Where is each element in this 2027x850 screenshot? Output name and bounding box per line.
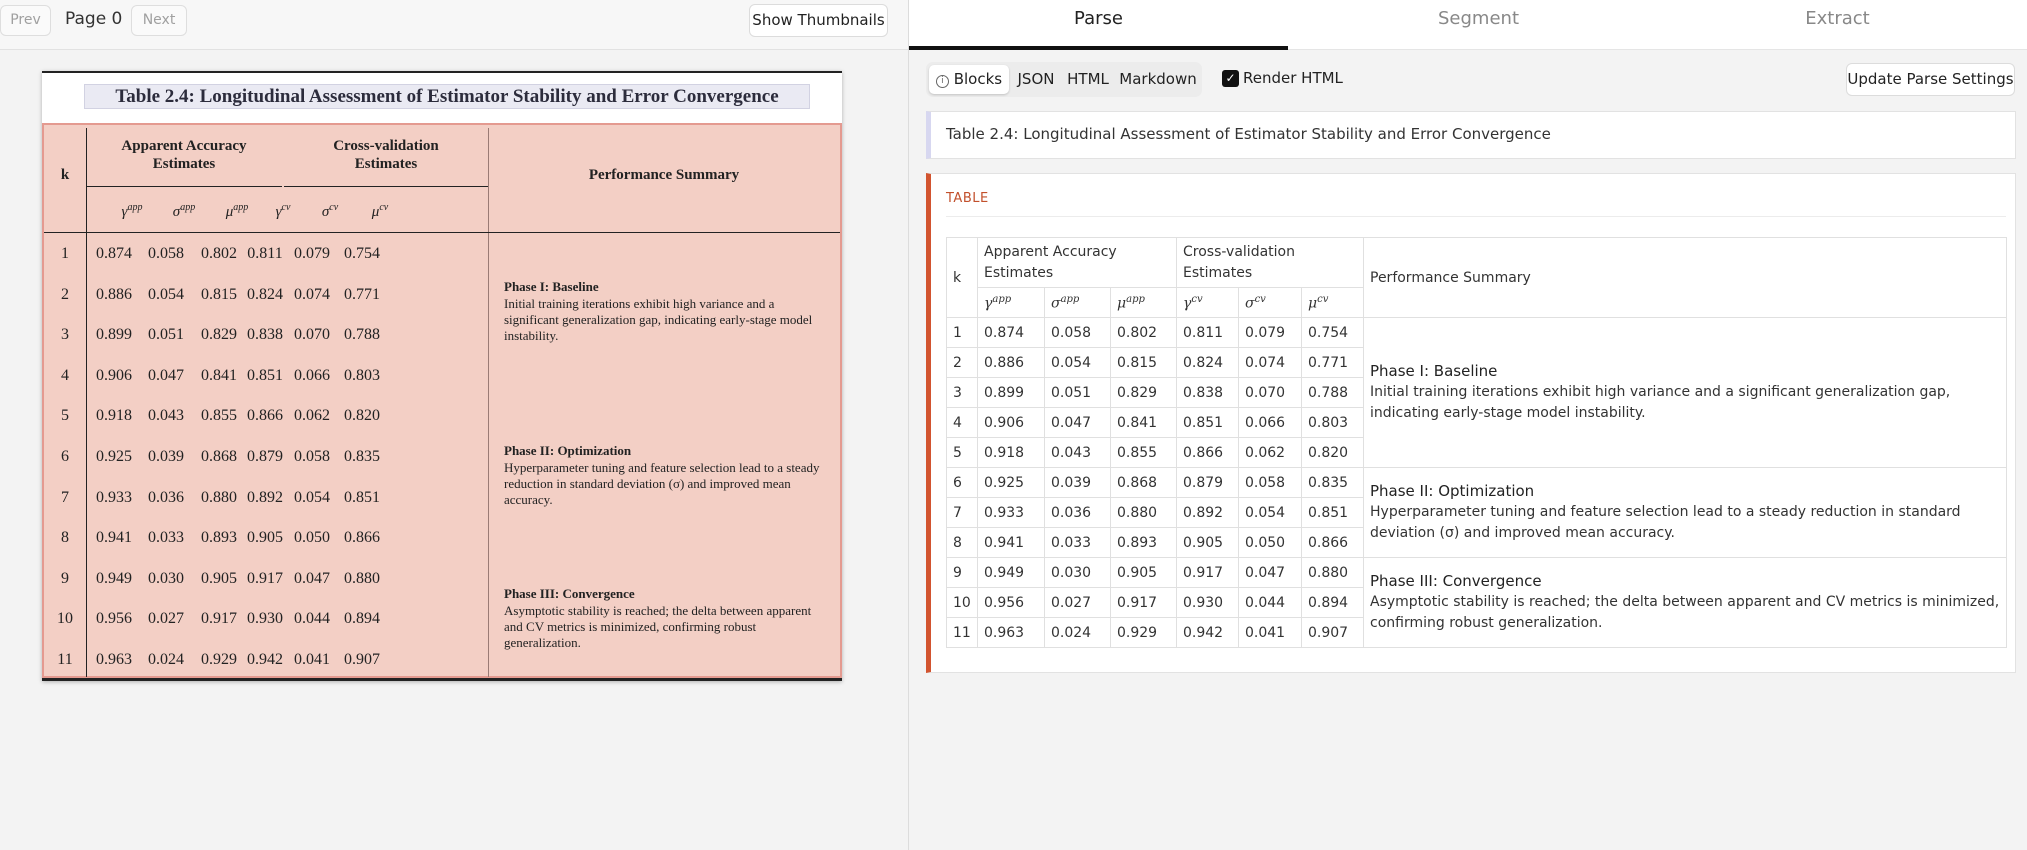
doc-cell: 0.033 xyxy=(148,529,184,547)
doc-cell: 0.030 xyxy=(148,569,184,587)
table-cell: 0.855 xyxy=(1111,438,1177,468)
doc-row-index: 11 xyxy=(57,651,73,668)
doc-cell: 0.929 xyxy=(201,651,237,668)
table-cell: 0.866 xyxy=(1177,438,1239,468)
table-cell: 0.880 xyxy=(1302,558,1364,588)
doc-cell: 0.044 xyxy=(294,610,330,628)
phase-body: Asymptotic stability is reached; the delta between apparent and CV metrics is minimized, confirming robust generalization. xyxy=(1370,594,2000,631)
table-cell: 0.899 xyxy=(978,378,1045,408)
doc-phase-body: Hyperparameter tuning and feature selection lead to a steady reduction in standard deviation (σ) and improved mean accuracy. xyxy=(504,460,820,507)
table-cell: 0.963 xyxy=(978,618,1045,648)
render-html-label[interactable]: Render HTML xyxy=(1243,69,1343,87)
table-cell: 0.066 xyxy=(1239,408,1302,438)
table-cell: 0.866 xyxy=(1302,528,1364,558)
phase-title: Phase II: Optimization xyxy=(1370,482,1535,500)
table-cell: 0.802 xyxy=(1111,318,1177,348)
table-cell: 0.906 xyxy=(978,408,1045,438)
table-block[interactable] xyxy=(926,173,2016,673)
doc-row-index: 10 xyxy=(57,610,73,628)
cell-group-cv: Cross-validation Estimates xyxy=(1177,238,1364,288)
table-cell: 0.907 xyxy=(1302,618,1364,648)
doc-cell: 0.851 xyxy=(344,488,380,506)
table-cell: 8 xyxy=(947,528,978,558)
doc-cell: 0.058 xyxy=(148,245,184,262)
table-cell: 0.824 xyxy=(1177,348,1239,378)
doc-row-index: 1 xyxy=(61,245,69,262)
table-cell: 0.041 xyxy=(1239,618,1302,648)
table-cell: 10 xyxy=(947,588,978,618)
doc-cell: 0.841 xyxy=(201,366,237,384)
doc-cell: 0.851 xyxy=(247,366,283,384)
doc-row-index: 8 xyxy=(61,529,69,547)
table-cell: 0.874 xyxy=(978,318,1045,348)
phase-title: Phase III: Convergence xyxy=(1370,572,1542,590)
doc-row-index: 4 xyxy=(61,366,69,384)
tab-segment[interactable]: Segment xyxy=(1438,8,1519,29)
render-html-checkbox[interactable]: ✓ xyxy=(1222,70,1239,87)
phase-body: Hyperparameter tuning and feature selection lead to a steady reduction in standard deviation (σ) and improved mean accuracy. xyxy=(1370,504,1961,541)
table-cell: 3 xyxy=(947,378,978,408)
doc-cell: 0.074 xyxy=(294,285,330,303)
table-cell: 0.811 xyxy=(1177,318,1239,348)
doc-cell: 0.058 xyxy=(294,448,330,465)
view-json-button[interactable]: JSON xyxy=(1017,70,1055,88)
table-cell: 0.815 xyxy=(1111,348,1177,378)
table-cell: 0.905 xyxy=(1177,528,1239,558)
view-blocks-button[interactable] xyxy=(929,65,1009,94)
table-cell: 0.754 xyxy=(1302,318,1364,348)
table-cell: 0.058 xyxy=(1045,318,1111,348)
doc-cell: 0.062 xyxy=(294,407,330,425)
parse-panel xyxy=(909,0,2027,850)
doc-cell: 0.838 xyxy=(247,326,283,344)
doc-symbol: $\gamma^{app}$ xyxy=(121,202,143,220)
doc-cell: 0.906 xyxy=(96,366,132,384)
doc-cell: 0.811 xyxy=(247,245,283,262)
table-cell: 0.062 xyxy=(1239,438,1302,468)
table-cell: 0.917 xyxy=(1111,588,1177,618)
doc-cell: 0.899 xyxy=(96,326,132,344)
doc-table[interactable] xyxy=(42,123,842,678)
doc-cell: 0.829 xyxy=(201,326,237,344)
doc-cell: 0.803 xyxy=(344,366,380,384)
doc-cell: 0.918 xyxy=(96,407,132,425)
table-cell: 0.024 xyxy=(1045,618,1111,648)
cell-phase-summary xyxy=(1364,318,2007,468)
doc-row-index: 5 xyxy=(61,407,69,425)
doc-cell: 0.802 xyxy=(201,245,237,262)
doc-group-cv: Cross-validation Estimates xyxy=(333,138,439,172)
table-cell: 0.894 xyxy=(1302,588,1364,618)
cell-symbol: $\sigma^{app}$ xyxy=(1045,288,1111,318)
info-icon: i xyxy=(936,75,949,88)
cell-symbol: $\sigma^{cv}$ xyxy=(1239,288,1302,318)
doc-cell: 0.917 xyxy=(247,569,283,587)
doc-cell: 0.047 xyxy=(148,366,184,384)
doc-cell: 0.824 xyxy=(247,285,283,303)
doc-cell: 0.893 xyxy=(201,529,237,547)
table-cell: 0.835 xyxy=(1302,468,1364,498)
table-cell: 0.841 xyxy=(1111,408,1177,438)
doc-title-highlight[interactable] xyxy=(84,84,810,109)
doc-cell: 0.054 xyxy=(148,285,184,303)
doc-symbol: $\gamma^{cv}$ xyxy=(275,202,291,220)
table-cell: 0.941 xyxy=(978,528,1045,558)
doc-cell: 0.894 xyxy=(344,610,380,628)
view-html-button[interactable]: HTML xyxy=(1067,70,1109,88)
table-cell: 0.050 xyxy=(1239,528,1302,558)
table-cell: 0.771 xyxy=(1302,348,1364,378)
title-block[interactable] xyxy=(926,111,2016,159)
table-cell: 0.070 xyxy=(1239,378,1302,408)
view-toggle xyxy=(926,62,1202,97)
doc-row-index: 3 xyxy=(61,326,69,344)
doc-symbol: $\sigma^{app}$ xyxy=(172,202,196,220)
doc-cell: 0.815 xyxy=(201,285,237,303)
table-cell: 9 xyxy=(947,558,978,588)
doc-symbol: $\mu^{app}$ xyxy=(225,202,249,220)
doc-phase-title: Phase II: Optimization xyxy=(504,443,632,458)
doc-cell: 0.043 xyxy=(148,407,184,425)
table-cell: 0.880 xyxy=(1111,498,1177,528)
doc-row-index: 9 xyxy=(61,569,69,587)
tab-extract[interactable]: Extract xyxy=(1805,8,1870,29)
cell-k-header: k xyxy=(947,238,978,318)
doc-row-index: 2 xyxy=(61,285,69,303)
table-cell: 0.879 xyxy=(1177,468,1239,498)
table-cell: 0.033 xyxy=(1045,528,1111,558)
doc-symbol: $\mu^{cv}$ xyxy=(371,202,389,220)
doc-cell: 0.917 xyxy=(201,610,237,628)
cell-symbol: $\mu^{cv}$ xyxy=(1302,288,1364,318)
doc-row-index: 7 xyxy=(61,488,69,506)
doc-phase-title: Phase I: Baseline xyxy=(504,279,599,294)
doc-table-title: Table 2.4: Longitudinal Assessment of Estimator Stability and Error Convergence xyxy=(115,86,779,107)
document-viewer xyxy=(0,0,908,850)
doc-cell: 0.788 xyxy=(344,326,380,344)
doc-col-k: k xyxy=(60,167,70,183)
doc-cell: 0.866 xyxy=(344,529,380,547)
table-cell: 0.905 xyxy=(1111,558,1177,588)
doc-cell: 0.892 xyxy=(247,488,283,506)
doc-cell: 0.941 xyxy=(96,529,132,547)
table-cell: 0.851 xyxy=(1177,408,1239,438)
table-cell: 0.054 xyxy=(1045,348,1111,378)
table-cell: 0.047 xyxy=(1045,408,1111,438)
doc-cell: 0.905 xyxy=(201,569,237,587)
table-cell: 0.047 xyxy=(1239,558,1302,588)
doc-cell: 0.820 xyxy=(344,407,380,425)
table-cell: 1 xyxy=(947,318,978,348)
table-cell: 0.054 xyxy=(1239,498,1302,528)
doc-cell: 0.036 xyxy=(148,488,184,506)
view-blocks-label: Blocks xyxy=(953,70,1003,88)
doc-cell: 0.771 xyxy=(344,285,380,303)
table-cell: 0.918 xyxy=(978,438,1045,468)
table-cell: 0.044 xyxy=(1239,588,1302,618)
table-cell: 0.956 xyxy=(978,588,1045,618)
cell-symbol: $\mu^{app}$ xyxy=(1111,288,1177,318)
doc-cell: 0.925 xyxy=(96,448,132,465)
phase-title: Phase I: Baseline xyxy=(1370,362,1498,380)
table-cell: 0.079 xyxy=(1239,318,1302,348)
table-cell: 0.925 xyxy=(978,468,1045,498)
cell-symbol: $\gamma^{app}$ xyxy=(978,288,1045,318)
table-cell: 0.892 xyxy=(1177,498,1239,528)
table-cell: 0.917 xyxy=(1177,558,1239,588)
table-cell: 2 xyxy=(947,348,978,378)
update-parse-settings-button[interactable]: Update Parse Settings xyxy=(1846,63,2015,96)
table-block-label: TABLE xyxy=(946,191,989,206)
doc-cell: 0.949 xyxy=(96,569,132,587)
table-cell: 0.886 xyxy=(978,348,1045,378)
table-cell: 0.868 xyxy=(1111,468,1177,498)
document-page xyxy=(42,71,842,681)
prev-page-button[interactable]: Prev xyxy=(0,5,51,36)
doc-cell: 0.855 xyxy=(201,407,237,425)
table-cell: 11 xyxy=(947,618,978,648)
doc-cell: 0.039 xyxy=(148,448,184,465)
table-cell: 0.829 xyxy=(1111,378,1177,408)
table-cell: 6 xyxy=(947,468,978,498)
doc-cell: 0.930 xyxy=(247,610,283,628)
doc-row-index: 6 xyxy=(61,448,69,465)
doc-cell: 0.754 xyxy=(344,245,380,262)
table-row xyxy=(947,558,2007,588)
table-cell: 0.074 xyxy=(1239,348,1302,378)
doc-cell: 0.933 xyxy=(96,488,132,506)
page-indicator: Page 0 xyxy=(65,9,123,29)
doc-cell: 0.054 xyxy=(294,488,330,506)
table-cell: 0.051 xyxy=(1045,378,1111,408)
table-cell: 0.942 xyxy=(1177,618,1239,648)
doc-cell: 0.835 xyxy=(344,448,380,465)
doc-cell: 0.907 xyxy=(344,651,380,668)
table-cell: 0.030 xyxy=(1045,558,1111,588)
table-cell: 0.058 xyxy=(1239,468,1302,498)
table-cell: 0.036 xyxy=(1045,498,1111,528)
doc-cell: 0.024 xyxy=(148,651,184,668)
doc-cell: 0.879 xyxy=(247,448,283,465)
title-block-text: Table 2.4: Longitudinal Assessment of Estimator Stability and Error Convergence xyxy=(946,125,1551,143)
table-cell: 0.851 xyxy=(1302,498,1364,528)
cell-symbol: $\gamma^{cv}$ xyxy=(1177,288,1239,318)
view-markdown-button[interactable]: Markdown xyxy=(1119,70,1197,88)
doc-cell: 0.868 xyxy=(201,448,237,465)
table-row xyxy=(947,318,2007,348)
tab-parse[interactable]: Parse xyxy=(909,0,1288,50)
doc-cell: 0.079 xyxy=(294,245,330,262)
doc-phase-body: Initial training iterations exhibit high variance and a significant generalization gap, indicating early-stage model instability. xyxy=(504,296,813,343)
table-cell: 0.930 xyxy=(1177,588,1239,618)
doc-group-app: Apparent Accuracy Estimates xyxy=(121,138,247,172)
table-cell: 0.803 xyxy=(1302,408,1364,438)
table-row xyxy=(947,468,2007,498)
doc-col-summary: Performance Summary xyxy=(588,167,740,183)
next-page-button[interactable]: Next xyxy=(131,5,187,36)
table-cell: 0.933 xyxy=(978,498,1045,528)
doc-cell: 0.905 xyxy=(247,529,283,547)
doc-cell: 0.047 xyxy=(294,569,330,587)
doc-cell: 0.942 xyxy=(247,651,283,668)
cell-phase-summary xyxy=(1364,558,2007,648)
table-cell: 0.043 xyxy=(1045,438,1111,468)
table-cell: 0.820 xyxy=(1302,438,1364,468)
doc-cell: 0.051 xyxy=(148,326,184,344)
doc-phase-body: Asymptotic stability is reached; the delta between apparent and CV metrics is minimized, confirming robust generalization. xyxy=(504,603,812,650)
doc-cell: 0.963 xyxy=(96,651,132,668)
doc-cell: 0.956 xyxy=(96,610,132,628)
doc-symbol: $\sigma^{cv}$ xyxy=(321,202,339,220)
doc-phase-title: Phase III: Convergence xyxy=(504,586,635,601)
doc-cell: 0.880 xyxy=(201,488,237,506)
table-cell: 0.929 xyxy=(1111,618,1177,648)
cell-summary-header: Performance Summary xyxy=(1364,238,2007,318)
cell-group-app: Apparent Accuracy Estimates xyxy=(978,238,1177,288)
table-cell: 0.788 xyxy=(1302,378,1364,408)
doc-cell: 0.070 xyxy=(294,326,330,344)
table-cell: 4 xyxy=(947,408,978,438)
panel-tabs xyxy=(909,0,2027,50)
doc-cell: 0.027 xyxy=(148,610,184,628)
table-cell: 0.039 xyxy=(1045,468,1111,498)
show-thumbnails-button[interactable]: Show Thumbnails xyxy=(749,4,888,37)
table-cell: 0.893 xyxy=(1111,528,1177,558)
doc-cell: 0.874 xyxy=(96,245,132,262)
table-cell: 5 xyxy=(947,438,978,468)
table-cell: 0.949 xyxy=(978,558,1045,588)
table-cell: 7 xyxy=(947,498,978,528)
doc-cell: 0.880 xyxy=(344,569,380,587)
doc-cell: 0.866 xyxy=(247,407,283,425)
table-cell: 0.838 xyxy=(1177,378,1239,408)
doc-cell: 0.886 xyxy=(96,285,132,303)
doc-cell: 0.041 xyxy=(294,651,330,668)
cell-phase-summary xyxy=(1364,468,2007,558)
doc-cell: 0.050 xyxy=(294,529,330,547)
phase-body: Initial training iterations exhibit high variance and a significant generalization gap, indicating early-stage model instability. xyxy=(1370,384,1951,421)
parsed-table xyxy=(946,237,2007,648)
table-cell: 0.027 xyxy=(1045,588,1111,618)
viewer-toolbar xyxy=(0,0,908,50)
doc-cell: 0.066 xyxy=(294,366,330,384)
